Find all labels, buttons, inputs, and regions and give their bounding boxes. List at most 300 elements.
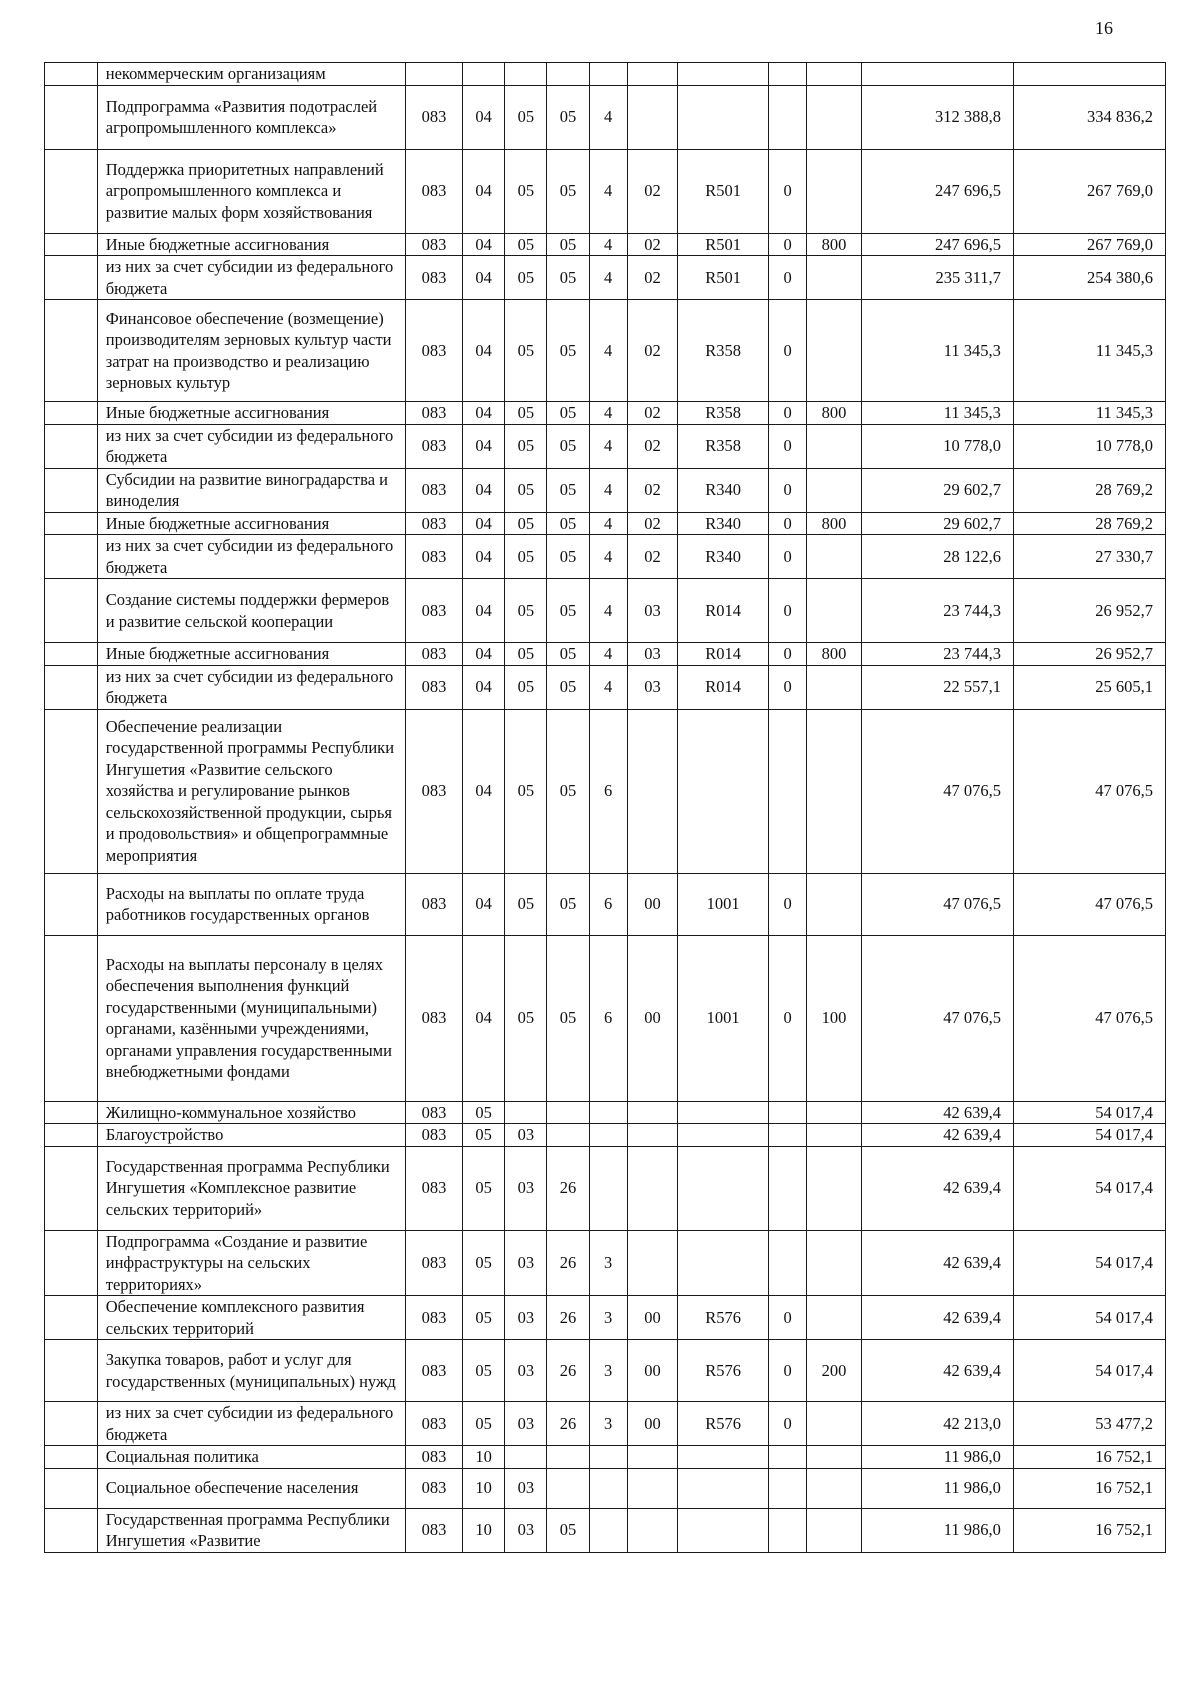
code-cell: 03	[505, 1230, 547, 1296]
row-name: из них за счет субсидии из федерального бюджета	[97, 535, 405, 579]
row-name: Жилищно-коммунальное хозяйство	[97, 1101, 405, 1124]
code-cell	[807, 300, 862, 402]
row-index-cell	[45, 85, 98, 149]
amount-year-1: 42 639,4	[861, 1296, 1013, 1340]
code-cell	[678, 1508, 769, 1552]
amount-year-1: 11 986,0	[861, 1468, 1013, 1508]
code-cell: 02	[627, 535, 678, 579]
row-index-cell	[45, 1101, 98, 1124]
code-cell	[678, 85, 769, 149]
code-cell: 26	[547, 1146, 589, 1230]
code-cell: 05	[547, 579, 589, 643]
code-cell: 1001	[678, 873, 769, 935]
code-cell	[807, 579, 862, 643]
amount-year-1: 28 122,6	[861, 535, 1013, 579]
row-name: некоммерческим организациям	[97, 63, 405, 86]
code-cell: 05	[547, 85, 589, 149]
row-index-cell	[45, 935, 98, 1101]
amount-year-2	[1013, 63, 1165, 86]
code-cell: 083	[405, 935, 462, 1101]
code-cell: 05	[547, 665, 589, 709]
code-cell: R576	[678, 1296, 769, 1340]
table-row	[45, 873, 1166, 935]
code-cell: R358	[678, 402, 769, 425]
table-row	[45, 1446, 1166, 1469]
code-cell: 800	[807, 512, 862, 535]
row-name: Иные бюджетные ассигнования	[97, 643, 405, 666]
row-name: Субсидии на развитие виноградарства и виноделия	[97, 468, 405, 512]
code-cell	[405, 63, 462, 86]
amount-year-1: 247 696,5	[861, 233, 1013, 256]
code-cell	[589, 1146, 627, 1230]
code-cell: R014	[678, 643, 769, 666]
code-cell: 200	[807, 1340, 862, 1402]
row-name: из них за счет субсидии из федерального бюджета	[97, 424, 405, 468]
row-name: Закупка товаров, работ и услуг для государственных (муниципальных) нужд	[97, 1340, 405, 1402]
code-cell: 0	[769, 873, 807, 935]
code-cell: 05	[547, 149, 589, 233]
code-cell: 03	[505, 1508, 547, 1552]
code-cell: 083	[405, 1101, 462, 1124]
code-cell	[505, 63, 547, 86]
row-index-cell	[45, 579, 98, 643]
amount-year-1: 11 986,0	[861, 1446, 1013, 1469]
code-cell	[589, 1101, 627, 1124]
table-row	[45, 85, 1166, 149]
code-cell: 05	[462, 1101, 504, 1124]
code-cell: 100	[807, 935, 862, 1101]
row-name: Иные бюджетные ассигнования	[97, 233, 405, 256]
row-index-cell	[45, 1146, 98, 1230]
amount-year-2: 11 345,3	[1013, 402, 1165, 425]
code-cell	[769, 85, 807, 149]
table-row	[45, 1402, 1166, 1446]
amount-year-2: 11 345,3	[1013, 300, 1165, 402]
code-cell: R340	[678, 512, 769, 535]
code-cell: 03	[505, 1340, 547, 1402]
code-cell: 6	[589, 709, 627, 873]
code-cell: 083	[405, 873, 462, 935]
table-row	[45, 402, 1166, 425]
code-cell	[769, 1146, 807, 1230]
amount-year-2: 267 769,0	[1013, 149, 1165, 233]
code-cell: 05	[462, 1340, 504, 1402]
row-name: Обеспечение комплексного развития сельских территорий	[97, 1296, 405, 1340]
code-cell	[807, 149, 862, 233]
table-row	[45, 1230, 1166, 1296]
code-cell: R358	[678, 300, 769, 402]
code-cell: 26	[547, 1340, 589, 1402]
code-cell	[807, 1146, 862, 1230]
code-cell	[807, 1402, 862, 1446]
code-cell: 083	[405, 709, 462, 873]
code-cell: 03	[505, 1468, 547, 1508]
code-cell: 800	[807, 402, 862, 425]
code-cell: 4	[589, 579, 627, 643]
code-cell: 00	[627, 1402, 678, 1446]
code-cell: 10	[462, 1468, 504, 1508]
code-cell: 05	[547, 424, 589, 468]
code-cell	[807, 1508, 862, 1552]
code-cell: R576	[678, 1340, 769, 1402]
code-cell: 00	[627, 935, 678, 1101]
code-cell: 05	[505, 665, 547, 709]
row-name: Государственная программа Республики Ингушетия «Развитие	[97, 1508, 405, 1552]
amount-year-1: 312 388,8	[861, 85, 1013, 149]
code-cell	[678, 1146, 769, 1230]
code-cell	[627, 1146, 678, 1230]
row-index-cell	[45, 233, 98, 256]
code-cell: 05	[462, 1230, 504, 1296]
code-cell: 3	[589, 1402, 627, 1446]
amount-year-1: 22 557,1	[861, 665, 1013, 709]
code-cell	[547, 1446, 589, 1469]
code-cell: R014	[678, 665, 769, 709]
code-cell: 05	[547, 935, 589, 1101]
amount-year-1: 29 602,7	[861, 468, 1013, 512]
row-index-cell	[45, 1508, 98, 1552]
row-index-cell	[45, 63, 98, 86]
table-row	[45, 256, 1166, 300]
code-cell	[678, 1446, 769, 1469]
row-name: из них за счет субсидии из федерального бюджета	[97, 1402, 405, 1446]
row-name: Расходы на выплаты персоналу в целях обеспечения выполнения функций государственными (муниципальными) органами, казёнными учреждениями, органами управления государственными внебюджетными фондами	[97, 935, 405, 1101]
code-cell: 0	[769, 1340, 807, 1402]
code-cell	[807, 1446, 862, 1469]
code-cell: 05	[505, 149, 547, 233]
code-cell: 083	[405, 1124, 462, 1147]
table-row	[45, 1468, 1166, 1508]
code-cell: 04	[462, 709, 504, 873]
amount-year-2: 54 017,4	[1013, 1296, 1165, 1340]
code-cell	[769, 1468, 807, 1508]
code-cell: 26	[547, 1230, 589, 1296]
table-row	[45, 300, 1166, 402]
amount-year-2: 10 778,0	[1013, 424, 1165, 468]
row-index-cell	[45, 665, 98, 709]
code-cell: 03	[505, 1146, 547, 1230]
code-cell: 0	[769, 468, 807, 512]
table-row	[45, 512, 1166, 535]
amount-year-2: 54 017,4	[1013, 1230, 1165, 1296]
code-cell: 05	[505, 935, 547, 1101]
table-row	[45, 1124, 1166, 1147]
code-cell	[807, 873, 862, 935]
code-cell: 083	[405, 256, 462, 300]
code-cell: 083	[405, 1508, 462, 1552]
code-cell: 04	[462, 579, 504, 643]
page-number: 16	[1095, 18, 1113, 38]
code-cell	[678, 1230, 769, 1296]
code-cell: 05	[505, 424, 547, 468]
row-index-cell	[45, 468, 98, 512]
code-cell	[547, 63, 589, 86]
amount-year-1: 11 345,3	[861, 402, 1013, 425]
code-cell: R501	[678, 149, 769, 233]
amount-year-1: 29 602,7	[861, 512, 1013, 535]
code-cell: 05	[505, 873, 547, 935]
code-cell: 02	[627, 149, 678, 233]
amount-year-1: 42 213,0	[861, 1402, 1013, 1446]
code-cell: 0	[769, 402, 807, 425]
code-cell: 02	[627, 468, 678, 512]
amount-year-2: 334 836,2	[1013, 85, 1165, 149]
code-cell: 05	[547, 535, 589, 579]
code-cell: 083	[405, 1468, 462, 1508]
code-cell: R014	[678, 579, 769, 643]
table-row	[45, 233, 1166, 256]
code-cell: R340	[678, 468, 769, 512]
table-row	[45, 1340, 1166, 1402]
code-cell: 4	[589, 85, 627, 149]
amount-year-1: 42 639,4	[861, 1230, 1013, 1296]
amount-year-2: 26 952,7	[1013, 643, 1165, 666]
code-cell: 083	[405, 424, 462, 468]
code-cell: 00	[627, 873, 678, 935]
code-cell: 3	[589, 1340, 627, 1402]
code-cell	[769, 709, 807, 873]
code-cell: R340	[678, 535, 769, 579]
code-cell: 26	[547, 1402, 589, 1446]
code-cell: 04	[462, 512, 504, 535]
code-cell: 05	[547, 1508, 589, 1552]
amount-year-1: 47 076,5	[861, 873, 1013, 935]
code-cell: 0	[769, 424, 807, 468]
amount-year-2: 267 769,0	[1013, 233, 1165, 256]
code-cell	[807, 424, 862, 468]
code-cell: 083	[405, 1446, 462, 1469]
code-cell: 800	[807, 643, 862, 666]
code-cell	[807, 1296, 862, 1340]
code-cell	[678, 63, 769, 86]
amount-year-2: 47 076,5	[1013, 873, 1165, 935]
code-cell	[505, 1446, 547, 1469]
code-cell: 03	[627, 579, 678, 643]
code-cell: 10	[462, 1446, 504, 1469]
code-cell	[769, 1124, 807, 1147]
table-row	[45, 643, 1166, 666]
code-cell: 3	[589, 1230, 627, 1296]
row-index-cell	[45, 1402, 98, 1446]
amount-year-1: 235 311,7	[861, 256, 1013, 300]
code-cell: 083	[405, 85, 462, 149]
code-cell: 4	[589, 256, 627, 300]
code-cell: 083	[405, 1402, 462, 1446]
row-name: Подпрограмма «Создание и развитие инфраструктуры на сельских территориях»	[97, 1230, 405, 1296]
amount-year-2: 16 752,1	[1013, 1468, 1165, 1508]
code-cell: 083	[405, 233, 462, 256]
code-cell: 04	[462, 256, 504, 300]
code-cell: 05	[547, 512, 589, 535]
row-index-cell	[45, 256, 98, 300]
amount-year-2: 16 752,1	[1013, 1446, 1165, 1469]
code-cell: 0	[769, 256, 807, 300]
code-cell: 083	[405, 1296, 462, 1340]
code-cell: 04	[462, 402, 504, 425]
table-row	[45, 665, 1166, 709]
code-cell: 04	[462, 85, 504, 149]
code-cell: 0	[769, 643, 807, 666]
code-cell: 4	[589, 665, 627, 709]
code-cell	[627, 85, 678, 149]
code-cell: 083	[405, 300, 462, 402]
code-cell: 083	[405, 149, 462, 233]
code-cell: 4	[589, 424, 627, 468]
table-body	[45, 63, 1166, 1553]
code-cell: 04	[462, 665, 504, 709]
code-cell: 02	[627, 512, 678, 535]
table-row	[45, 1146, 1166, 1230]
amount-year-2: 28 769,2	[1013, 468, 1165, 512]
row-name: Социальная политика	[97, 1446, 405, 1469]
code-cell: 05	[547, 402, 589, 425]
amount-year-1: 42 639,4	[861, 1146, 1013, 1230]
code-cell: 0	[769, 1402, 807, 1446]
amount-year-2: 54 017,4	[1013, 1340, 1165, 1402]
code-cell	[678, 1124, 769, 1147]
code-cell	[627, 1508, 678, 1552]
code-cell	[627, 63, 678, 86]
amount-year-2: 54 017,4	[1013, 1124, 1165, 1147]
code-cell	[627, 1101, 678, 1124]
code-cell	[807, 63, 862, 86]
code-cell	[807, 468, 862, 512]
code-cell	[769, 1101, 807, 1124]
code-cell: 0	[769, 1296, 807, 1340]
row-name: Расходы на выплаты по оплате труда работников государственных органов	[97, 873, 405, 935]
code-cell: 04	[462, 873, 504, 935]
code-cell: R358	[678, 424, 769, 468]
code-cell: 03	[505, 1296, 547, 1340]
code-cell	[807, 535, 862, 579]
code-cell: 02	[627, 402, 678, 425]
code-cell: 05	[547, 468, 589, 512]
code-cell	[589, 1508, 627, 1552]
code-cell: 0	[769, 535, 807, 579]
code-cell: 05	[462, 1124, 504, 1147]
row-index-cell	[45, 535, 98, 579]
code-cell: 02	[627, 424, 678, 468]
amount-year-1: 23 744,3	[861, 643, 1013, 666]
row-name: Поддержка приоритетных направлений агропромышленного комплекса и развитие малых форм хозяйствования	[97, 149, 405, 233]
code-cell: 083	[405, 579, 462, 643]
code-cell: 10	[462, 1508, 504, 1552]
code-cell	[627, 1468, 678, 1508]
code-cell: 0	[769, 935, 807, 1101]
code-cell: 02	[627, 300, 678, 402]
code-cell: 05	[505, 300, 547, 402]
code-cell	[678, 1468, 769, 1508]
code-cell: 05	[505, 535, 547, 579]
code-cell: 083	[405, 512, 462, 535]
code-cell: 04	[462, 424, 504, 468]
code-cell: 00	[627, 1296, 678, 1340]
code-cell: 03	[627, 665, 678, 709]
code-cell: 05	[547, 233, 589, 256]
code-cell: 26	[547, 1296, 589, 1340]
amount-year-1	[861, 63, 1013, 86]
code-cell: 05	[505, 709, 547, 873]
table-row	[45, 535, 1166, 579]
code-cell	[589, 1124, 627, 1147]
row-index-cell	[45, 1296, 98, 1340]
code-cell: R501	[678, 256, 769, 300]
code-cell	[627, 1230, 678, 1296]
code-cell	[627, 1446, 678, 1469]
code-cell: 0	[769, 300, 807, 402]
amount-year-1: 47 076,5	[861, 935, 1013, 1101]
code-cell	[627, 709, 678, 873]
code-cell: 00	[627, 1340, 678, 1402]
row-name: Финансовое обеспечение (возмещение) производителям зерновых культур части затрат на производство и реализацию зерновых культур	[97, 300, 405, 402]
code-cell	[769, 1508, 807, 1552]
row-index-cell	[45, 300, 98, 402]
code-cell: R501	[678, 233, 769, 256]
code-cell: 03	[505, 1402, 547, 1446]
row-index-cell	[45, 1446, 98, 1469]
row-name: Иные бюджетные ассигнования	[97, 402, 405, 425]
code-cell	[627, 1124, 678, 1147]
row-index-cell	[45, 1230, 98, 1296]
code-cell: 05	[505, 579, 547, 643]
amount-year-2: 16 752,1	[1013, 1508, 1165, 1552]
amount-year-2: 254 380,6	[1013, 256, 1165, 300]
code-cell	[678, 1101, 769, 1124]
code-cell	[589, 63, 627, 86]
amount-year-1: 247 696,5	[861, 149, 1013, 233]
code-cell: 4	[589, 402, 627, 425]
row-name: из них за счет субсидии из федерального бюджета	[97, 256, 405, 300]
row-index-cell	[45, 1468, 98, 1508]
code-cell: 083	[405, 1340, 462, 1402]
row-name: Иные бюджетные ассигнования	[97, 512, 405, 535]
code-cell: 4	[589, 643, 627, 666]
row-index-cell	[45, 149, 98, 233]
code-cell	[462, 63, 504, 86]
amount-year-2: 25 605,1	[1013, 665, 1165, 709]
code-cell: 4	[589, 468, 627, 512]
code-cell: 4	[589, 535, 627, 579]
amount-year-1: 10 778,0	[861, 424, 1013, 468]
amount-year-2: 54 017,4	[1013, 1146, 1165, 1230]
table-row	[45, 424, 1166, 468]
table-row	[45, 468, 1166, 512]
code-cell: 05	[547, 709, 589, 873]
code-cell	[589, 1468, 627, 1508]
code-cell: 05	[547, 643, 589, 666]
code-cell: 3	[589, 1296, 627, 1340]
row-index-cell	[45, 873, 98, 935]
code-cell	[769, 1230, 807, 1296]
code-cell: 05	[505, 85, 547, 149]
code-cell: 04	[462, 468, 504, 512]
row-index-cell	[45, 709, 98, 873]
code-cell: 4	[589, 149, 627, 233]
row-name: из них за счет субсидии из федерального бюджета	[97, 665, 405, 709]
code-cell: 04	[462, 233, 504, 256]
code-cell: 05	[505, 256, 547, 300]
amount-year-1: 42 639,4	[861, 1124, 1013, 1147]
table-row	[45, 1508, 1166, 1552]
code-cell: 1001	[678, 935, 769, 1101]
code-cell: 05	[505, 468, 547, 512]
code-cell: 083	[405, 468, 462, 512]
code-cell	[807, 1230, 862, 1296]
row-index-cell	[45, 1124, 98, 1147]
row-name: Благоустройство	[97, 1124, 405, 1147]
amount-year-1: 42 639,4	[861, 1340, 1013, 1402]
code-cell	[505, 1101, 547, 1124]
